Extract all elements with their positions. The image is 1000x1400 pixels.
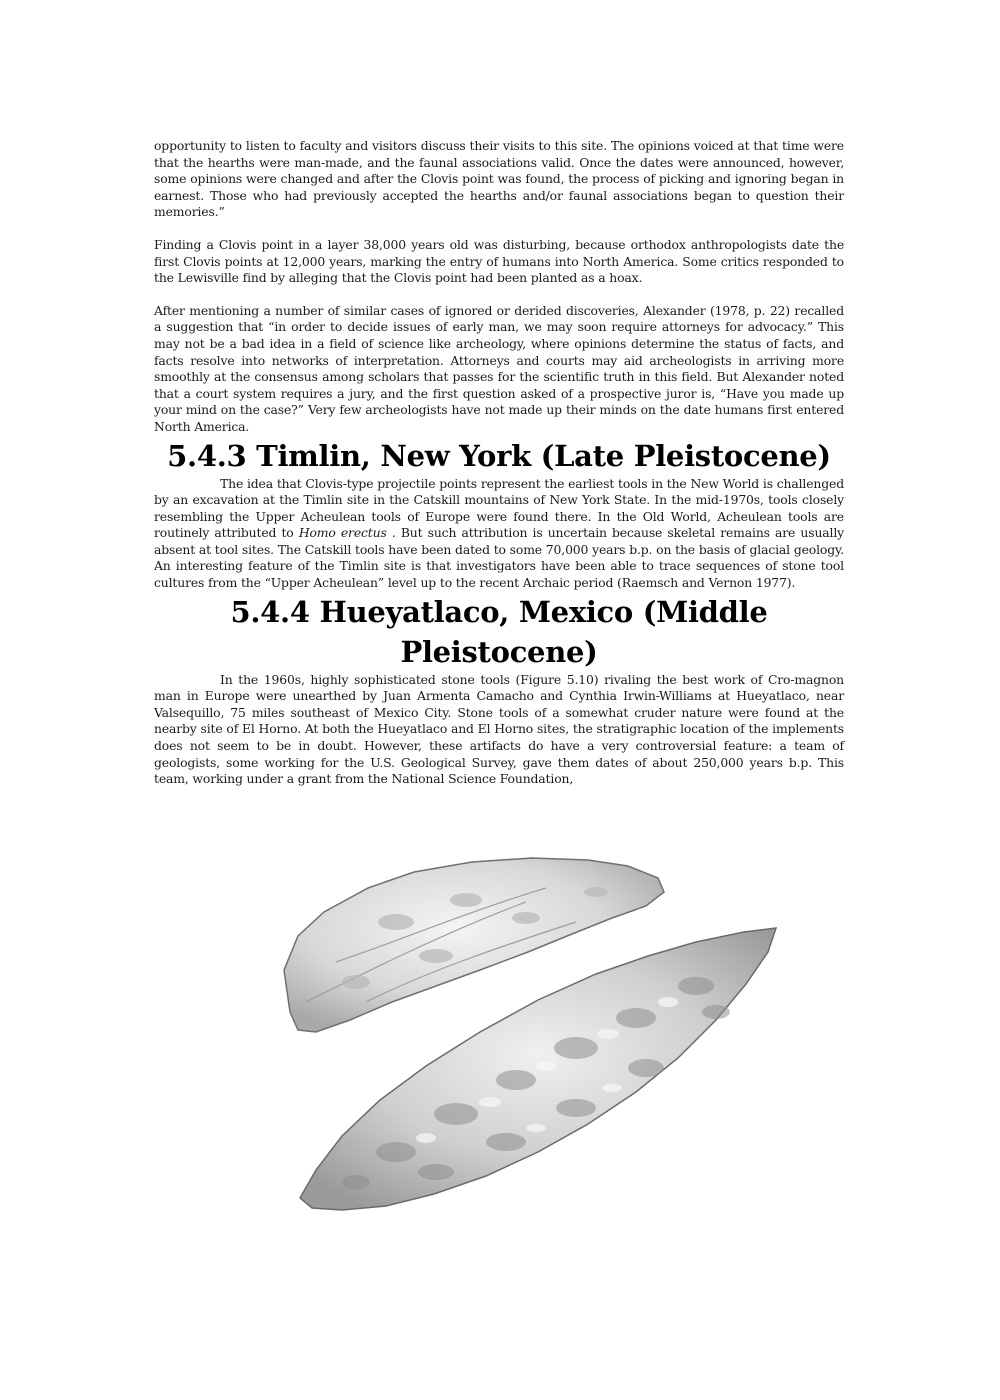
paragraph-clovis-point: Finding a Clovis point in a layer 38,000 years old was disturbing, because orthodox anthropologists date the first Clovis points at 12,000 years, marking the entry of humans into North America. Some critics responded to the Lewisville find by alleging that the Clovis point had been planted as a hoax. <box>154 236 844 286</box>
paragraph-alexander: After mentioning a number of similar cases of ignored or derided discoveries, Alexander (1978, p. 22) recalled a suggestion that “in order to decide issues of early man, we may soon require attorneys for advocacy.” This may not be a bad idea in a field of science like archeology, where opinions determine the status of facts, and facts resolve into networks of interpretation. Attorneys and courts may aid archeologists in arriving more smoothly at the consensus among scholars that passes for the scientific truth in this field. But Alexander noted that a court system requires a jury, and the first question asked of a prospective juror is, “Have you made up your mind on the case?” Very few archeologists have not made up their minds on the date humans first entered North America. <box>154 302 844 434</box>
heading-hueyatlaco: 5.4.4 Hueyatlaco, Mexico (Middle Pleistocene) <box>230 594 768 669</box>
paragraph-hearths: opportunity to listen to faculty and visitors discuss their visits to this site. The opinions voiced at that time were that the hearths were man-made, and the faunal associations valid. Once the dates were announced, however, some opinions were changed and after the Clovis point was found, the process of picking and ignoring began in earnest. Those who had previously accepted the hearths and/or faunal associations began to question their memories.” <box>154 138 844 220</box>
species-name: Homo erectus <box>298 525 387 541</box>
paragraph-timlin-part-2: . But such attribution is uncertain because skeletal remains are usually absent at tool sites. The Catskill tools have been dated to some 70,000 years b.p. on the basis of glacial geology. An interesting feature of the Timlin site is that investigators have been able to trace sequences of stone tool cultures from the “Upper Acheulean” level up to the recent Archaic period (Raemsch and Vernon 1977). <box>154 525 844 591</box>
paragraph-hueyatlaco: In the 1960s, highly sophisticated stone tools (Figure 5.10) rivaling the best work of Cro-magnon man in Europe were unearthed by Juan Armenta Camacho and Cynthia Irwin-Williams at Hueyatlaco, near Valsequillo, 75 miles southeast of Mexico City. Stone tools of a somewhat cruder nature were found at the nearby site of El Horno. At both the Hueyatlaco and El Horno sites, the stratigraphic location of the implements does not seem to be in doubt. However, these artifacts do have a very controversial feature: a team of geologists, some working for the U.S. Geological Survey, gave them dates of about 250,000 years b.p. This team, working under a grant from the National Science Foundation, <box>154 671 844 787</box>
paragraph-timlin <box>154 476 844 592</box>
paragraph-timlin-part-1: The idea that Clovis-type projectile points represent the earliest tools in the New World is challenged by an excavation at the Timlin site in the Catskill mountains of New York State. In the mid-1970s, tools closely resembling the Upper Acheulean tools of Europe were found there. In the Old World, Acheulean tools are routinely attributed to <box>154 475 844 541</box>
page-content <box>154 138 844 788</box>
stone-tools-illustration <box>276 852 788 1224</box>
heading-timlin: 5.4.3 Timlin, New York (Late Pleistocene) <box>167 438 831 473</box>
stone-tools-figure <box>276 852 788 1224</box>
